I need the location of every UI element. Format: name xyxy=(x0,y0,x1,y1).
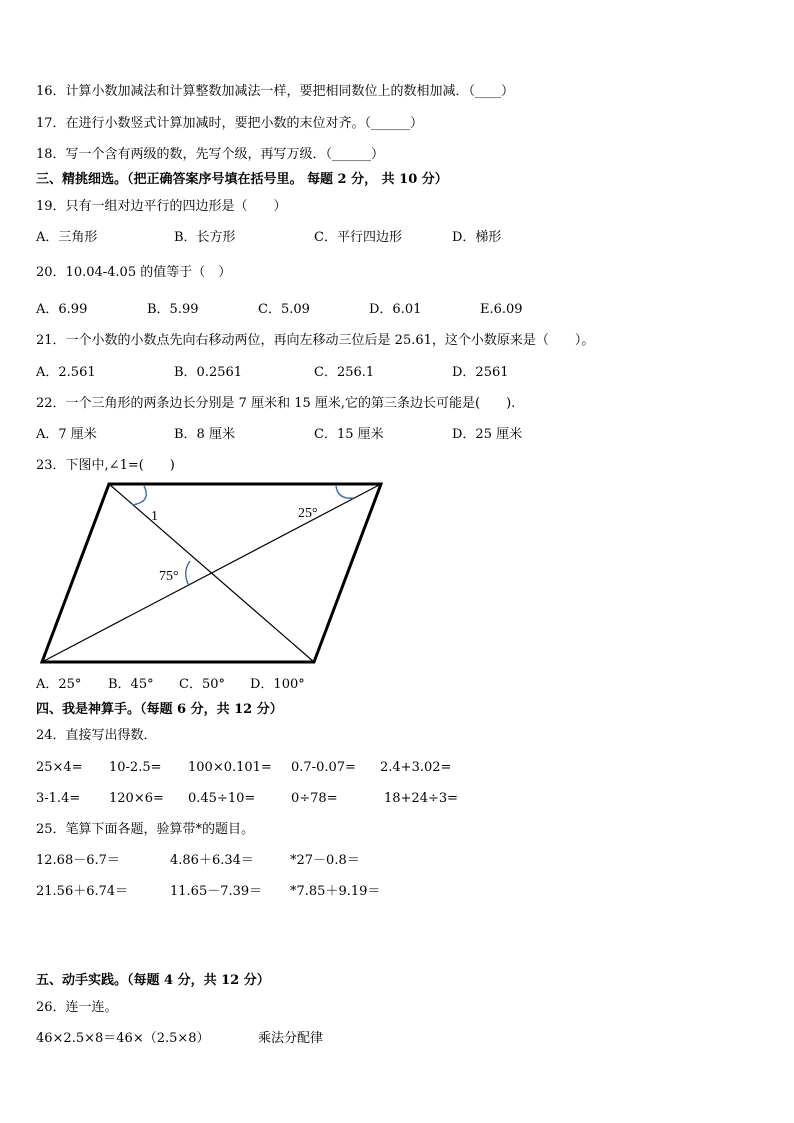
q22-option-c: C．15 厘米 xyxy=(314,427,384,442)
q20-option-c: C．5.09 xyxy=(258,302,310,317)
q24-r1-item-2: 10-2.5= xyxy=(109,760,162,775)
section-3-heading: 三、精挑细选。（把正确答案序号填在括号里。 每题 2 分， 共 10 分） xyxy=(36,172,448,187)
q24-r2-item-4: 0÷78= xyxy=(291,791,338,806)
question-17: 17．在进行小数竖式计算加减时，要把小数的末位对齐。（______） xyxy=(36,116,424,131)
q23-option-a: A．25° xyxy=(36,677,82,692)
q20-option-b: B．5.99 xyxy=(147,302,199,317)
question-24-stem: 24．直接写出得数． xyxy=(36,728,157,743)
diagonal-2 xyxy=(42,484,381,662)
angle-25-arc xyxy=(336,486,354,498)
q24-r1-item-1: 25×4= xyxy=(36,760,83,775)
q23-option-c: C．50° xyxy=(179,677,225,692)
q19-option-b: B．长方形 xyxy=(174,230,236,245)
angle-1-label: 1 xyxy=(151,509,158,524)
q23-option-b: B．45° xyxy=(108,677,154,692)
q21-option-b: B．0.2561 xyxy=(174,365,243,380)
q24-r1-item-3: 100×0.101= xyxy=(188,760,272,775)
question-21-stem: 21．一个小数的小数点先向右移动两位，再向左移动三位后是 25.61，这个小数原来是（ ）。 xyxy=(36,333,595,348)
q24-r1-item-4: 0.7-0.07= xyxy=(291,760,356,775)
q20-option-a: A．6.99 xyxy=(36,302,88,317)
q20-option-d: D．6.01 xyxy=(369,302,422,317)
q20-option-e: E.6.09 xyxy=(480,302,523,317)
q25-r1-item-1: 12.68－6.7＝ xyxy=(36,853,120,868)
question-18: 18．写一个含有两级的数，先写个级，再写万级．（______） xyxy=(36,147,385,162)
angle-25-label: 25° xyxy=(298,506,318,521)
q19-option-c: C．平行四边形 xyxy=(314,230,402,245)
q24-r2-item-5: 18+24÷3= xyxy=(384,791,459,806)
question-16: 16．计算小数加减法和计算整数加减法一样，要把相同数位上的数相加减．（____） xyxy=(36,84,515,99)
q21-option-d: D．2561 xyxy=(452,365,509,380)
q23-option-d: D．100° xyxy=(250,677,305,692)
parallelogram-figure xyxy=(36,478,386,670)
question-26-stem: 26．连一连。 xyxy=(36,1000,118,1015)
q19-option-a: A．三角形 xyxy=(36,230,98,245)
q24-r2-item-1: 3-1.4= xyxy=(36,791,81,806)
q25-r1-item-3: *27－0.8＝ xyxy=(290,853,360,868)
angle-1-arc xyxy=(132,486,146,505)
section-5-heading: 五、动手实践。（每题 4 分，共 12 分） xyxy=(36,973,270,988)
angle-75-arc xyxy=(186,561,190,586)
angle-75-label: 75° xyxy=(159,569,179,584)
question-22-stem: 22．一个三角形的两条边长分别是 7 厘米和 15 厘米,它的第三条边长可能是( ). xyxy=(36,396,516,411)
section-4-heading: 四、我是神算手。（每题 6 分，共 12 分） xyxy=(36,702,283,717)
q19-option-d: D．梯形 xyxy=(452,230,502,245)
question-25-stem: 25．笔算下面各题，验算带*的题目。 xyxy=(36,822,255,837)
q24-r2-item-3: 0.45÷10= xyxy=(188,791,256,806)
q25-r1-item-2: 4.86＋6.34＝ xyxy=(170,853,254,868)
q25-r2-item-2: 11.65－7.39＝ xyxy=(170,884,263,899)
q22-option-a: A．7 厘米 xyxy=(36,427,97,442)
question-19-stem: 19．只有一组对边平行的四边形是（ ） xyxy=(36,199,287,214)
q24-r1-item-5: 2.4+3.02= xyxy=(380,760,452,775)
q22-option-b: B．8 厘米 xyxy=(174,427,235,442)
q25-r2-item-3: *7.85＋9.19＝ xyxy=(290,884,381,899)
q26-left-expression: 46×2.5×8＝46×（2.5×8） xyxy=(36,1031,210,1046)
question-23-stem: 23．下图中,∠1=( ) xyxy=(36,458,175,473)
q24-r2-item-2: 120×6= xyxy=(109,791,164,806)
q26-right-law: 乘法分配律 xyxy=(258,1031,324,1046)
question-20-stem: 20．10.04-4.05 的值等于（ ） xyxy=(36,265,232,280)
q22-option-d: D．25 厘米 xyxy=(452,427,523,442)
q21-option-c: C．256.1 xyxy=(314,365,375,380)
q21-option-a: A．2.561 xyxy=(36,365,96,380)
q25-r2-item-1: 21.56＋6.74＝ xyxy=(36,884,129,899)
